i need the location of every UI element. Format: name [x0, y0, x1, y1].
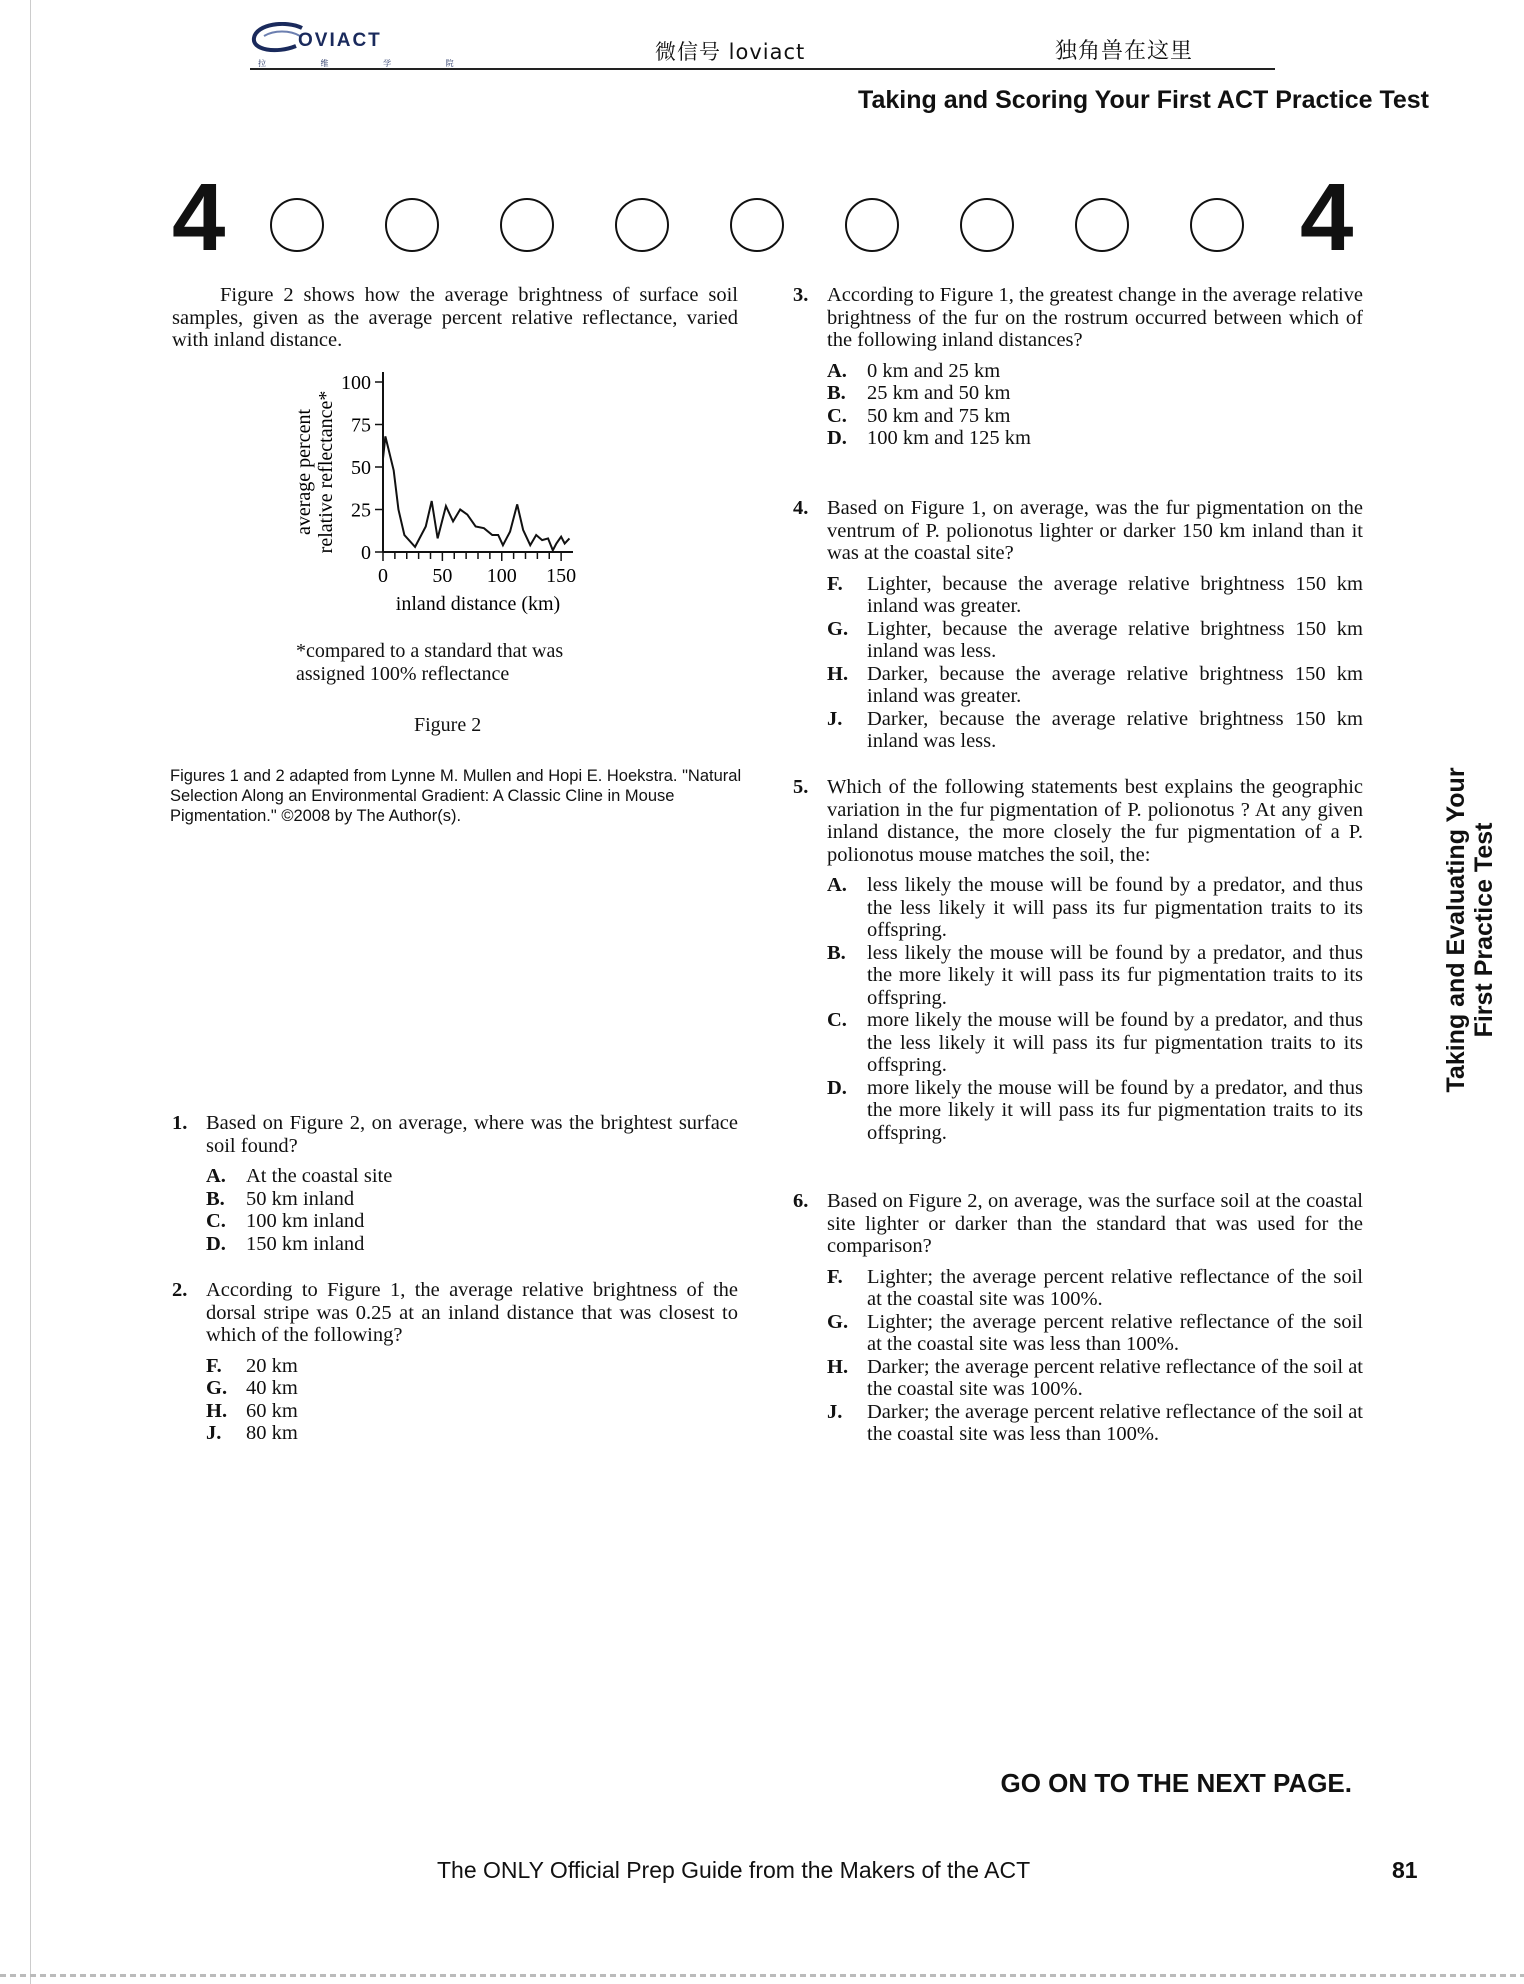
question-3 — [793, 284, 1363, 450]
y-axis-label: average percent — [293, 408, 315, 536]
option-text: 80 km — [246, 1422, 298, 1444]
chart-footnote: *compared to a standard that was assigned 100% reflectance — [296, 640, 564, 685]
option-letter: H. — [827, 662, 849, 685]
option-text: 50 km and 75 km — [867, 404, 1011, 427]
option-text: Lighter, because the average relative brightness 150 km inland was greater. — [867, 572, 1363, 617]
section-circle — [960, 198, 1014, 252]
loviact-logo — [250, 22, 480, 72]
question-number: 1. — [172, 1112, 188, 1134]
section-circle — [385, 198, 439, 252]
option-text: 50 km inland — [246, 1187, 355, 1210]
logo-wordmark: OVIACT — [298, 30, 382, 51]
answer-option-j[interactable] — [206, 1422, 738, 1445]
option-letter: C. — [206, 1210, 226, 1232]
x-tick-label: 50 — [432, 565, 453, 587]
option-text: 0 km and 25 km — [867, 359, 1001, 382]
option-text: 25 km and 50 km — [867, 382, 1011, 404]
option-text: less likely the mouse will be found by a predator, and thus the more likely it will pass its fur pigmentation traits to its offspring. — [867, 941, 1363, 1009]
answer-option-j[interactable] — [827, 708, 1363, 753]
question-number: 3. — [793, 284, 809, 306]
option-letter: J. — [827, 707, 843, 730]
option-letter: A. — [827, 359, 847, 382]
header-slogan: 独角兽在这里 — [1055, 39, 1194, 64]
y-tick-label: 100 — [341, 372, 371, 394]
y-tick-label: 25 — [351, 499, 371, 522]
answer-option-j[interactable] — [827, 1401, 1363, 1446]
question-text: Based on Figure 1, on average, was the fur pigmentation on the ventrum of P. polionotus lighter or darker 150 km inland than it was at the coastal site? — [827, 497, 1363, 564]
option-letter: D. — [827, 427, 847, 449]
side-tab-text — [1442, 767, 1498, 1092]
option-letter: G. — [827, 1310, 849, 1333]
option-text: 100 km and 125 km — [867, 427, 1031, 449]
option-text: 100 km inland — [246, 1210, 365, 1232]
logo-subtitle: 拉 维 学 院 — [258, 59, 480, 68]
option-letter: C. — [827, 1009, 847, 1031]
section-circle — [615, 198, 669, 252]
figure-caption: Figure 2 — [414, 714, 482, 736]
answer-option-f[interactable] — [206, 1355, 738, 1378]
option-text: Lighter; the average percent relative reflectance of the soil at the coastal site was less than 100%. — [867, 1310, 1363, 1355]
y-axis-label: relative reflectance* — [315, 390, 337, 554]
y-tick-label: 50 — [351, 457, 371, 479]
option-letter: H. — [206, 1399, 228, 1422]
option-letter: D. — [206, 1232, 226, 1255]
page-number: 81 — [1392, 1857, 1418, 1883]
answer-options — [827, 1266, 1363, 1446]
section-circle — [500, 198, 554, 252]
question-number: 6. — [793, 1190, 809, 1212]
answer-option-g[interactable] — [206, 1377, 738, 1400]
option-text: more likely the mouse will be found by a predator, and thus the less likely it will pass its fur pigmentation traits to its offspring. — [867, 1009, 1363, 1076]
section-number-right: 4 — [1300, 164, 1354, 271]
answer-option-h[interactable] — [827, 663, 1363, 708]
y-tick-label: 75 — [351, 414, 371, 437]
option-text: Lighter, because the average relative brightness 150 km inland was less. — [867, 617, 1363, 662]
section-circle — [1190, 198, 1244, 252]
figure-intro: Figure 2 shows how the average brightness of surface soil samples, given as the average percent relative reflectance, varied with inland distance. — [172, 284, 738, 351]
x-tick-label: 0 — [378, 565, 388, 587]
option-letter: G. — [827, 617, 849, 640]
answer-option-b[interactable] — [827, 382, 1363, 405]
side-tab-line-1: Taking and Evaluating Your — [1442, 767, 1470, 1093]
question-number: 2. — [172, 1279, 188, 1301]
question-text: According to Figure 1, the greatest change in the average relative brightness of the fur on the rostrum occurred between which of the following inland distances? — [827, 284, 1363, 351]
answer-option-a[interactable] — [206, 1165, 738, 1188]
running-head: Taking and Scoring Your First ACT Practice Test — [858, 86, 1429, 114]
x-tick-label: 100 — [486, 565, 517, 587]
option-text: more likely the mouse will be found by a predator, and thus the more likely it will pass its fur pigmentation traits to its offspring. — [867, 1076, 1363, 1144]
question-2 — [172, 1279, 738, 1445]
option-text: 20 km — [246, 1354, 298, 1377]
answer-option-a[interactable] — [827, 360, 1363, 383]
question-text: According to Figure 1, the average relative brightness of the dorsal stripe was 0.25 at an inland distance that was closest to which of the following? — [206, 1279, 738, 1346]
option-text: 60 km — [246, 1399, 298, 1422]
go-on-notice: GO ON TO THE NEXT PAGE. — [1000, 1768, 1352, 1798]
header-divider — [250, 68, 1275, 70]
answer-option-c[interactable] — [206, 1210, 738, 1233]
scan-edge-line — [30, 0, 31, 1984]
question-5 — [793, 776, 1363, 1144]
question-1 — [172, 1112, 738, 1255]
option-letter: C. — [827, 404, 847, 427]
option-text: Lighter; the average percent relative reflectance of the soil at the coastal site was 100%. — [867, 1265, 1363, 1310]
answer-option-c[interactable] — [827, 1009, 1363, 1077]
question-number: 5. — [793, 776, 809, 798]
option-letter: J. — [827, 1400, 843, 1423]
answer-options — [827, 874, 1363, 1144]
option-letter: B. — [206, 1187, 225, 1210]
option-letter: F. — [827, 572, 843, 595]
answer-option-g[interactable] — [827, 1311, 1363, 1356]
option-text: At the coastal site — [246, 1165, 393, 1187]
option-letter: A. — [827, 874, 847, 896]
option-text: Darker, because the average relative brightness 150 km inland was greater. — [867, 662, 1363, 707]
option-letter: F. — [206, 1354, 222, 1377]
x-axis-label: inland distance (km) — [395, 593, 561, 615]
option-letter: J. — [206, 1422, 222, 1444]
option-letter: G. — [206, 1377, 228, 1399]
section-circle — [270, 198, 324, 252]
section-circles — [270, 198, 1280, 254]
option-letter: D. — [827, 1076, 847, 1099]
scan-bottom-edge — [0, 1974, 1524, 1977]
answer-option-d[interactable] — [827, 427, 1363, 450]
answer-option-h[interactable] — [827, 1356, 1363, 1401]
question-6 — [793, 1190, 1363, 1446]
answer-option-g[interactable] — [827, 618, 1363, 663]
answer-option-b[interactable] — [206, 1188, 738, 1211]
answer-option-d[interactable] — [206, 1233, 738, 1256]
answer-options — [206, 1355, 738, 1445]
section-circle — [845, 198, 899, 252]
answer-options — [827, 573, 1363, 753]
answer-option-f[interactable] — [827, 1266, 1363, 1311]
section-number-left: 4 — [172, 164, 226, 271]
answer-option-d[interactable] — [827, 1077, 1363, 1145]
option-letter: H. — [827, 1355, 849, 1378]
x-tick-label: 150 — [546, 565, 577, 587]
option-letter: B. — [827, 382, 846, 404]
option-letter: B. — [827, 941, 846, 964]
data-series-line — [383, 436, 569, 550]
option-letter: A. — [206, 1165, 226, 1187]
figure-credit: Figures 1 and 2 adapted from Lynne M. Mullen and Hopi E. Hoekstra. "Natural Selection Along an Environmental Gradient: A Classic Cline in Mouse Pigmentation." ©2008 by The Author(s). — [170, 767, 742, 825]
section-circle — [730, 198, 784, 252]
figure-2-chart — [288, 372, 618, 632]
option-text: less likely the mouse will be found by a predator, and thus the less likely it will pass its fur pigmentation traits to its offspring. — [867, 874, 1363, 941]
answer-option-h[interactable] — [206, 1400, 738, 1423]
answer-options — [206, 1165, 738, 1255]
y-tick-label: 0 — [361, 542, 371, 564]
answer-option-a[interactable] — [827, 874, 1363, 942]
footer-text: The ONLY Official Prep Guide from the Makers of the ACT — [437, 1857, 1031, 1883]
option-text: Darker; the average percent relative reflectance of the soil at the coastal site was 100%. — [867, 1355, 1363, 1400]
answer-option-f[interactable] — [827, 573, 1363, 618]
question-4 — [793, 497, 1363, 753]
answer-option-b[interactable] — [827, 942, 1363, 1010]
wechat-id: 微信号 loviact — [655, 40, 806, 64]
option-letter: F. — [827, 1265, 843, 1288]
answer-option-c[interactable] — [827, 405, 1363, 428]
question-text: Based on Figure 2, on average, was the surface soil at the coastal site lighter or darker than the standard that was used for the comparison? — [827, 1190, 1363, 1257]
option-text: Darker; the average percent relative reflectance of the soil at the coastal site was less than 100%. — [867, 1400, 1363, 1445]
question-text: Based on Figure 2, on average, where was the brightest surface soil found? — [206, 1112, 738, 1157]
side-tab-line-2: First Practice Test — [1470, 822, 1498, 1038]
question-text: Which of the following statements best explains the geographic variation in the fur pigmentation of P. polionotus ? At any given inland distance, the more closely the fur pigmentation of a P. polionotus mouse matches the soil, the: — [827, 776, 1363, 866]
question-number: 4. — [793, 497, 809, 519]
answer-options — [827, 360, 1363, 450]
option-text: Darker, because the average relative brightness 150 km inland was less. — [867, 707, 1363, 752]
option-text: 150 km inland — [246, 1232, 365, 1255]
section-circle — [1075, 198, 1129, 252]
option-text: 40 km — [246, 1377, 298, 1399]
